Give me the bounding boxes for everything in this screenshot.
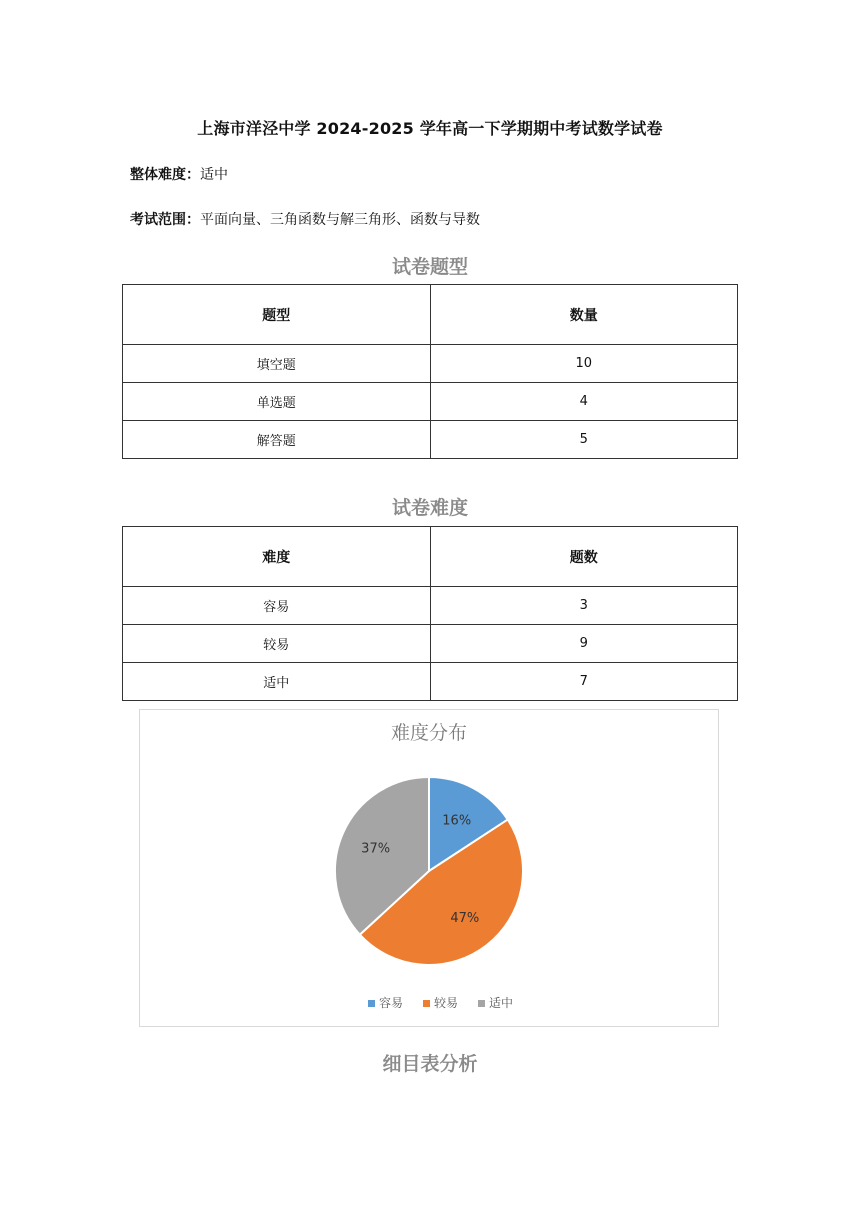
overall-difficulty-label: 整体难度：	[130, 167, 200, 183]
exam-scope	[130, 209, 480, 229]
pie-slices	[335, 777, 523, 965]
legend-swatch	[368, 1000, 375, 1007]
column-header: 难度	[123, 527, 431, 587]
table-header-row	[123, 527, 738, 587]
table-cell: 容易	[123, 587, 431, 625]
table-cell: 单选题	[123, 383, 431, 421]
table-row	[123, 345, 738, 383]
column-header: 数量	[430, 285, 738, 345]
table-row	[123, 587, 738, 625]
pie-data-label: 37%	[361, 841, 391, 857]
table-cell: 4	[430, 383, 738, 421]
table-row	[123, 383, 738, 421]
pie-data-label: 16%	[442, 813, 472, 829]
table-row	[123, 625, 738, 663]
legend-swatch	[423, 1000, 430, 1007]
pie-data-label: 47%	[450, 910, 480, 926]
table-cell: 3	[430, 587, 738, 625]
legend-swatch	[478, 1000, 485, 1007]
table-cell: 7	[430, 663, 738, 701]
table-row	[123, 663, 738, 701]
pie-chart-svg	[140, 710, 718, 1026]
table-cell: 9	[430, 625, 738, 663]
table-cell: 填空题	[123, 345, 431, 383]
exam-scope-value: 平面向量、三角函数与解三角形、函数与导数	[200, 212, 480, 228]
table-cell: 5	[430, 421, 738, 459]
table-header-row	[123, 285, 738, 345]
question-types-heading: 试卷题型	[391, 256, 468, 278]
overall-difficulty	[130, 164, 228, 184]
table-cell: 解答题	[123, 421, 431, 459]
column-header: 题数	[430, 527, 738, 587]
detail-analysis-heading: 细目表分析	[382, 1053, 478, 1075]
overall-difficulty-value: 适中	[200, 167, 228, 183]
table-cell: 适中	[123, 663, 431, 701]
chart-legend	[368, 995, 513, 1010]
exam-scope-label: 考试范围：	[130, 212, 200, 228]
difficulty-heading: 试卷难度	[391, 497, 468, 519]
table-cell: 10	[430, 345, 738, 383]
document-title: 上海市洋泾中学 2024-2025 学年高一下学期期中考试数学试卷	[197, 119, 663, 138]
column-header: 题型	[123, 285, 431, 345]
difficulty-pie-chart	[139, 709, 719, 1027]
chart-title: 难度分布	[390, 722, 468, 744]
legend-entry: 较易	[434, 996, 459, 1010]
table-cell: 较易	[123, 625, 431, 663]
question-types-table	[122, 284, 738, 459]
table-row	[123, 421, 738, 459]
difficulty-table	[122, 526, 738, 701]
legend-entry: 适中	[489, 996, 514, 1010]
legend-entry: 容易	[379, 996, 404, 1010]
